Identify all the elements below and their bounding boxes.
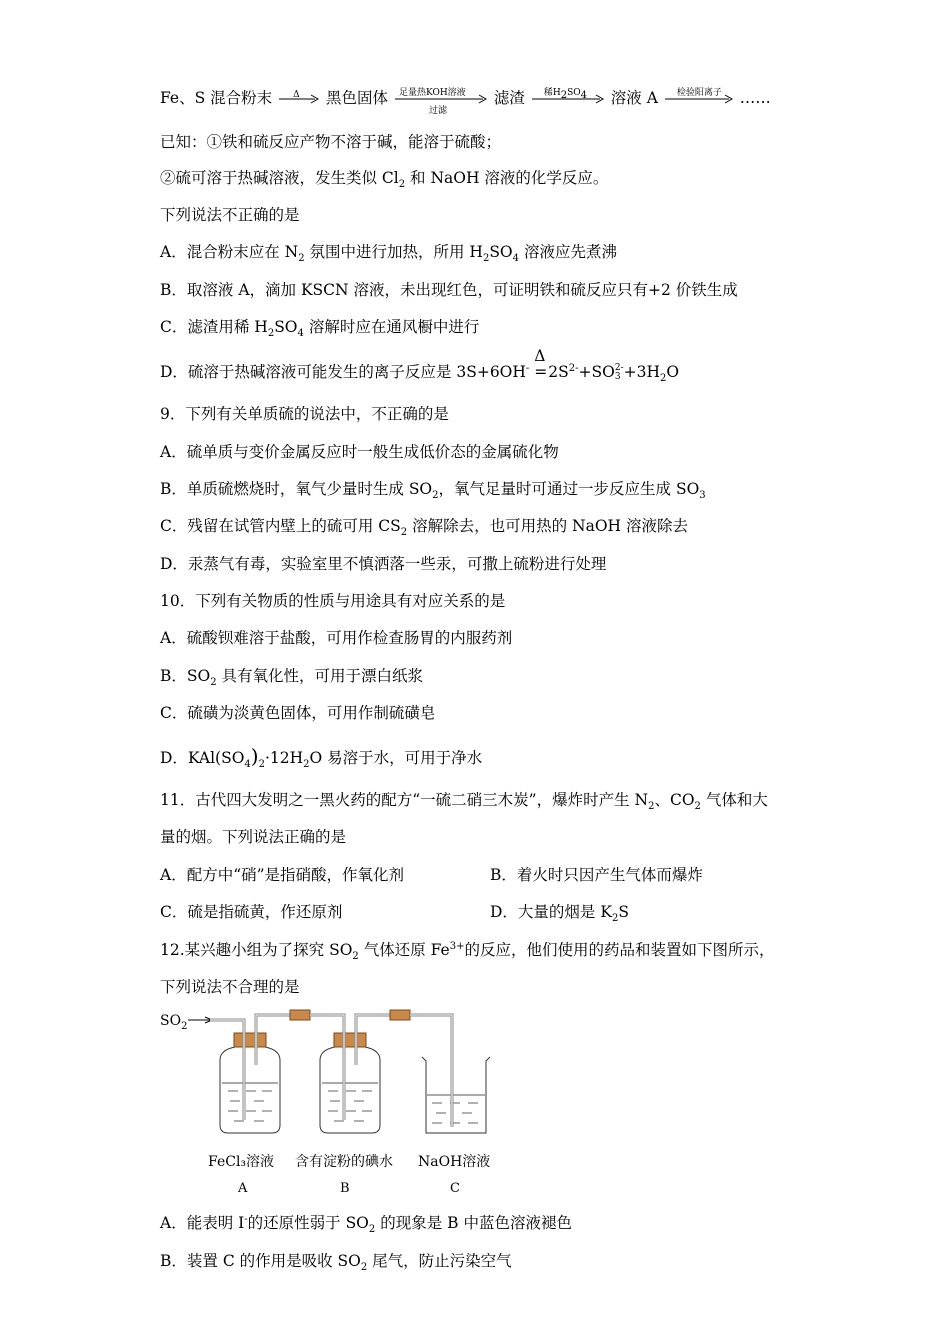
flow-solution-a: 溶液 A: [610, 89, 658, 107]
heat-arrow: [277, 89, 321, 109]
stopper-a: [234, 1033, 266, 1047]
tag-c: C: [450, 1181, 460, 1196]
q10-option-c: C．硫磺为淡黄色固体，可用作制硫磺皂: [160, 704, 436, 722]
flow-start: Fe、S 混合粉末: [160, 89, 273, 107]
q10-option-a: A．硫酸钡难溶于盐酸，可用作检查肠胃的内服药剂: [160, 629, 513, 647]
bottle-b: [310, 1015, 390, 1133]
q11-option-d: D．大量的烟是 $K_2S$: [490, 903, 629, 925]
q8-option-c: C．滤渣用稀 $H_2SO_4$ 溶解时应在通风橱中进行: [160, 318, 480, 340]
q8-option-a: A．混合粉末应在 $N_2$ 氛围中进行加热，所用 $H_2SO_4$ 溶液应先煮沸: [160, 243, 617, 265]
connector-bc: [390, 1010, 410, 1020]
beaker-c: [410, 1015, 490, 1133]
bottle-a-label: FeCl₃溶液: [208, 1154, 275, 1170]
bottle-a: [210, 1015, 290, 1133]
koh-arrow: [393, 88, 489, 116]
q11-option-c: C．硫是指硫黄，作还原剂: [160, 903, 343, 921]
flow-black-solid: 黑色固体: [326, 89, 389, 107]
beaker-c-label: NaOH溶液: [418, 1154, 491, 1170]
known-question: 下列说法不正确的是: [160, 206, 300, 224]
q8-option-b: B．取溶液 A，滴加 KSCN 溶液，未出现红色，可证明铁和硫反应只有+2 价铁生成: [160, 281, 738, 299]
q10-option-b: B．$SO_2$ 具有氧化性，可用于漂白纸浆: [160, 667, 424, 689]
known-item2: ②硫可溶于热碱溶液，发生类似 $Cl_2$ 和 NaOH 溶液的化学反应。: [160, 169, 609, 191]
tag-b: B: [340, 1181, 350, 1196]
apparatus-diagram: [150, 1005, 510, 1205]
tag-a: A: [238, 1181, 248, 1196]
q9-option-c: C．残留在试管内壁上的硫可用 $CS_2$ 溶解除去，也可用热的 NaOH 溶液除去: [160, 517, 688, 539]
acid-label: 稀$H_2SO_4$: [543, 88, 588, 101]
q8-option-d: D．硫溶于热碱溶液可能发生的离子反应是 3S+6OH- Δ $=2S^{2-}+SO$ 2- 3 $+3H_2O$: [160, 347, 680, 385]
flow-ellipsis: ……: [739, 89, 771, 107]
koh-top-label: 足量热KOH溶液: [398, 88, 466, 98]
known-intro: 已知：①铁和硫反应产物不溶于碱，能溶于硫酸；: [160, 133, 502, 151]
flow-line: [160, 88, 771, 116]
q11-stem-line1: 11．古代四大发明之一黑火药的配方“一硫二硝三木炭”，爆炸时产生 $N_2$、$CO_2$ 气体和大: [160, 791, 768, 813]
so2-inlet-label: $SO_2$: [160, 1013, 188, 1032]
bottle-b-label: 含有淀粉的碘水: [295, 1154, 393, 1170]
q9-option-a: A．硫单质与变价金属反应时一般生成低价态的金属硫化物: [160, 443, 559, 461]
heat-label: Δ: [293, 90, 300, 100]
connector-ab: [290, 1010, 310, 1020]
stopper-b: [334, 1033, 366, 1047]
q9-stem: 9．下列有关单质硫的说法中，不正确的是: [160, 405, 449, 423]
q11-stem-line2: 量的烟。下列说法正确的是: [160, 828, 347, 846]
test-label: 检验阳离子: [676, 88, 722, 98]
q12-option-b: B．装置 C 的作用是吸收 $SO_2$ 尾气，防止污染空气: [160, 1252, 512, 1274]
koh-bottom-label: 过滤: [428, 106, 447, 116]
test-arrow: [663, 89, 735, 109]
q12-stem-line1: 12.某兴趣小组为了探究 $SO_2$ 气体还原 $Fe^{3+}$的反应，他们使用的药品和装置如下图所示，: [160, 940, 775, 963]
q12-option-a: A．能表明 I-的还原性弱于 $SO_2$ 的现象是 B 中蓝色溶液褪色: [160, 1213, 572, 1236]
flow-residue: 滤渣: [493, 89, 525, 107]
q10-option-d: D．$KAl(SO_4)_2\cdot 12H_2O$ 易溶于水，可用于净水: [160, 744, 483, 771]
q10-stem: 10．下列有关物质的性质与用途具有对应关系的是: [160, 592, 506, 610]
q11-option-b: B．着火时只因产生气体而爆炸: [490, 866, 703, 884]
q11-option-a: A．配方中“硝”是指硝酸，作氧化剂: [160, 866, 405, 884]
q9-option-d: D．汞蒸气有毒，实验室里不慎洒落一些汞，可撒上硫粉进行处理: [160, 555, 607, 573]
acid-arrow: [530, 89, 606, 109]
q9-option-b: B．单质硫燃烧时，氧气少量时生成 $SO_2$，氧气足量时可通过一步反应生成 $SO_3$: [160, 480, 706, 502]
q12-stem-line2: 下列说法不合理的是: [160, 978, 300, 996]
apparatus-drawing: [150, 1005, 510, 1145]
